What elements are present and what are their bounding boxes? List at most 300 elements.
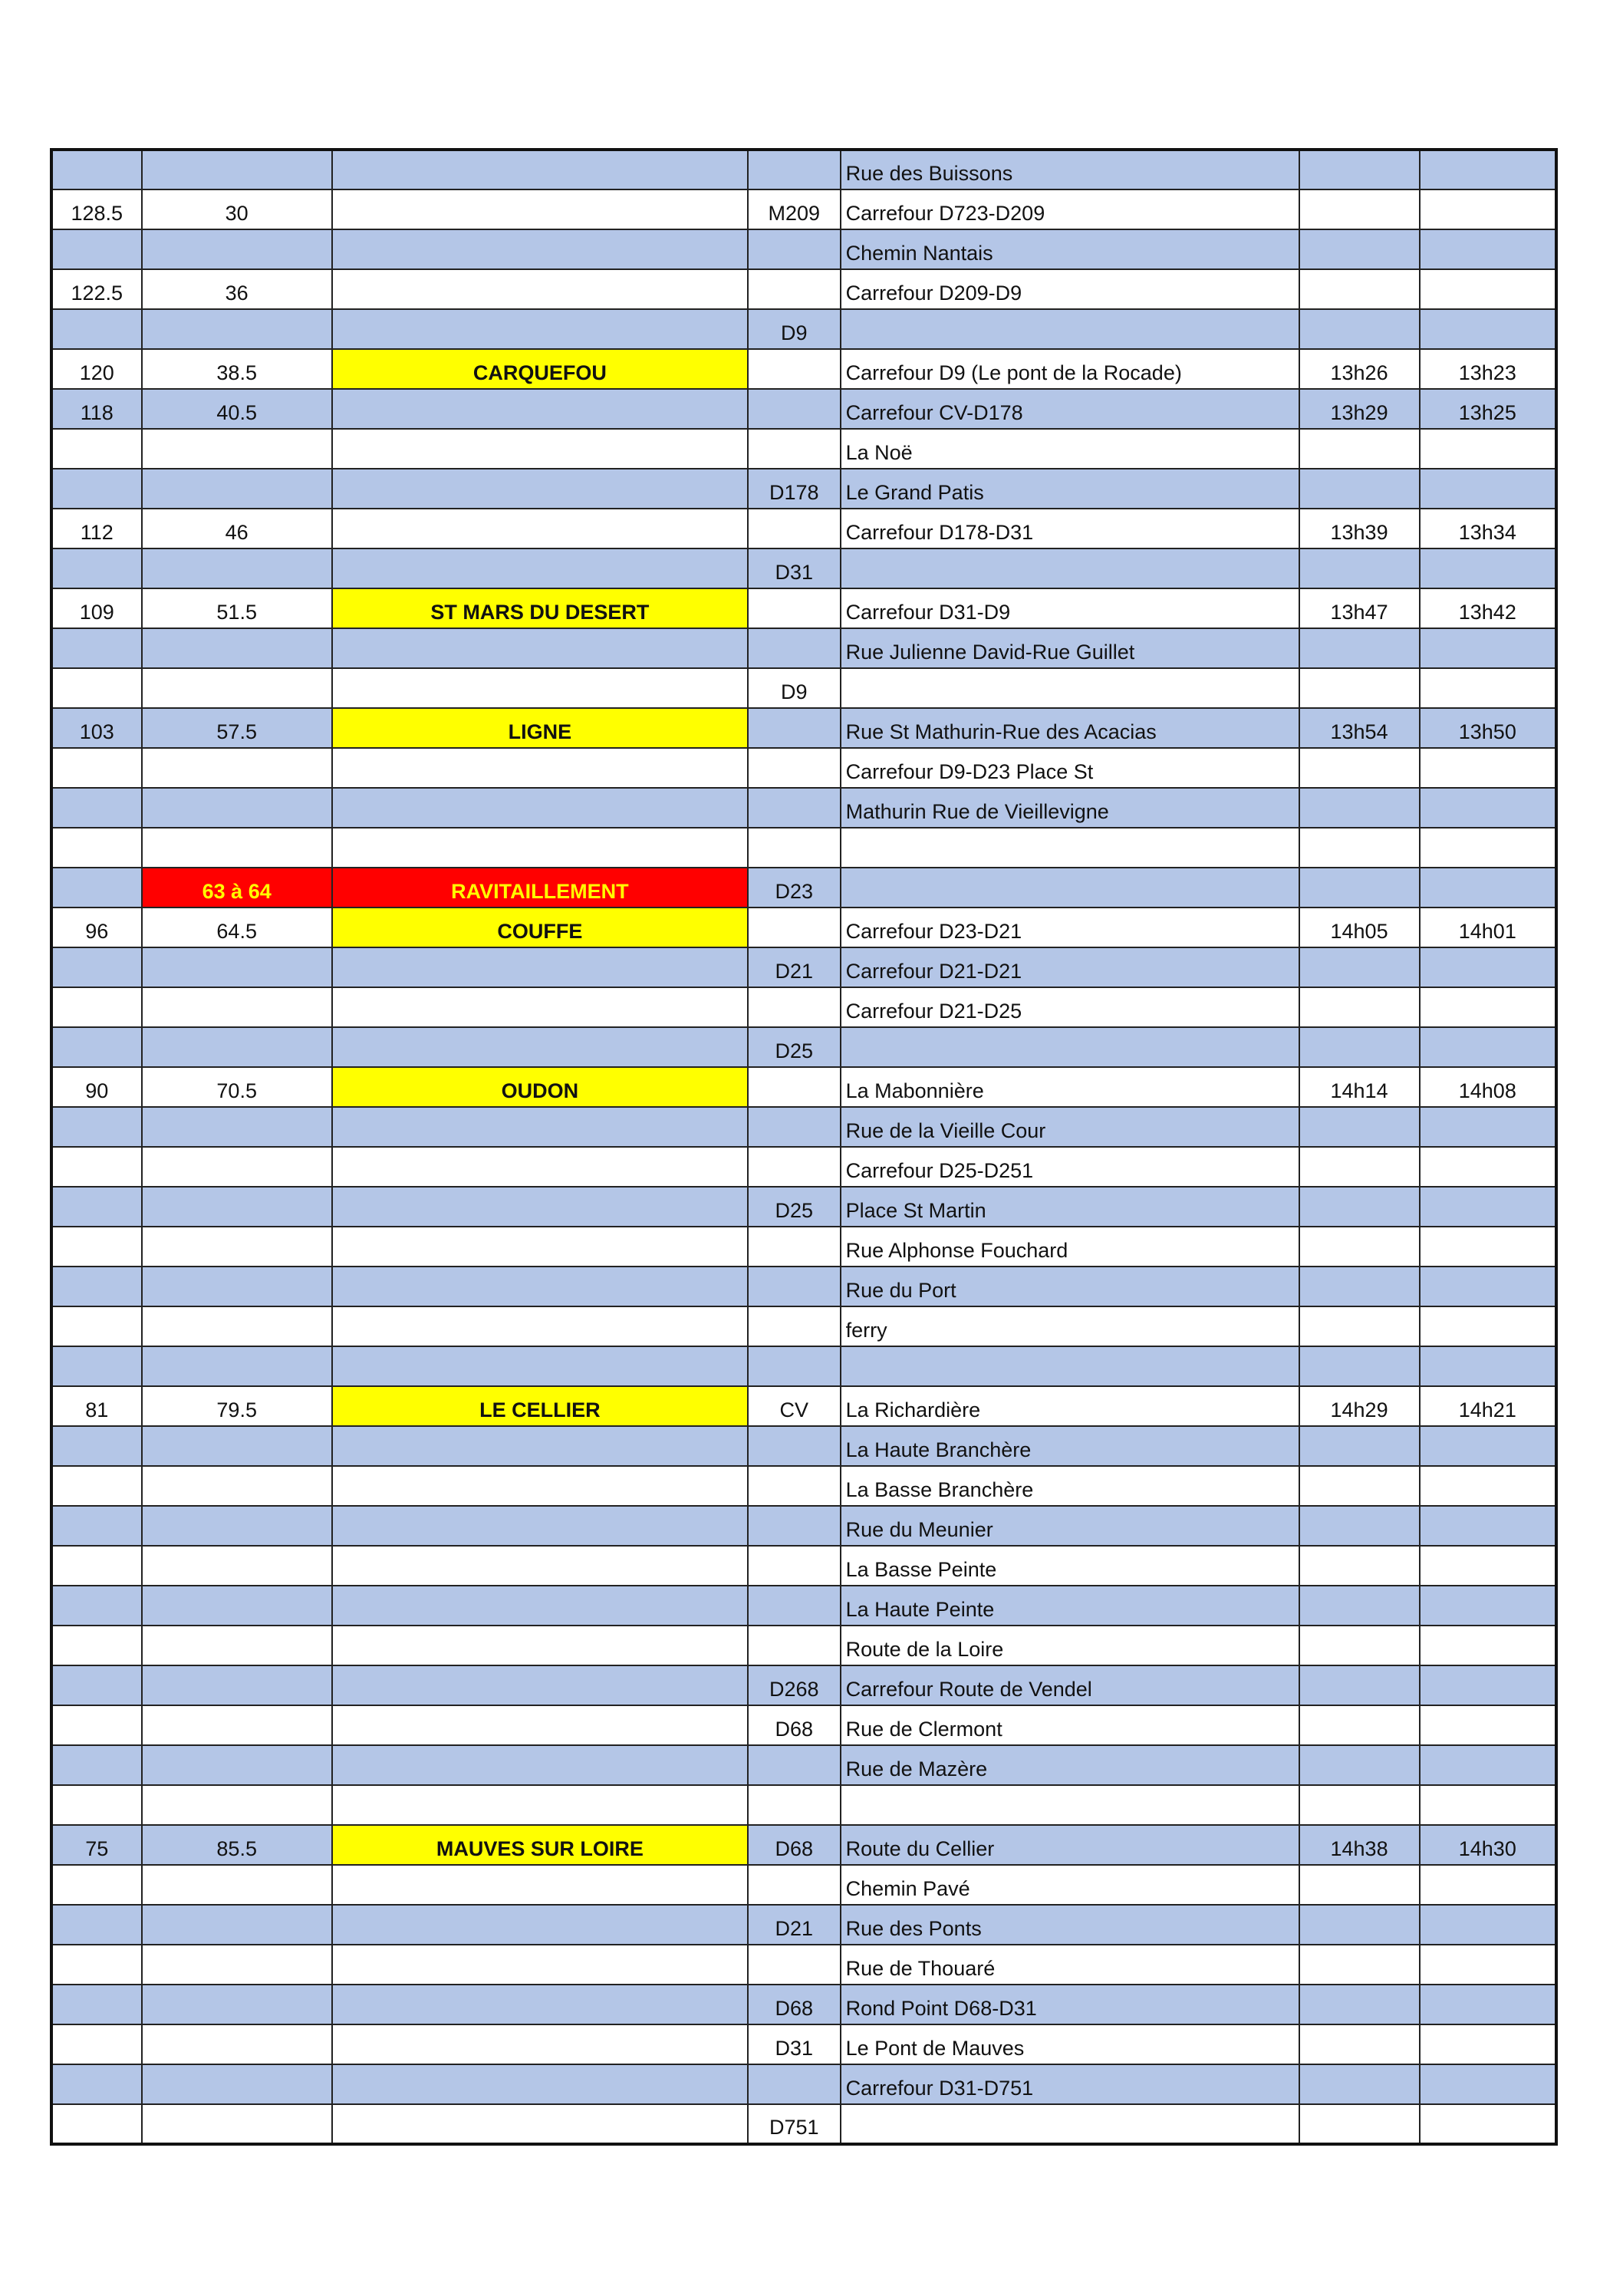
time-slow-text: 13h42 xyxy=(1458,601,1516,624)
km-cell xyxy=(142,349,332,389)
km-remaining-cell xyxy=(51,1346,142,1386)
town-cell xyxy=(332,947,748,987)
road-text: D31 xyxy=(775,2037,814,2060)
time-fast-cell xyxy=(1299,1745,1420,1785)
time-slow-cell xyxy=(1420,1945,1556,1985)
route-table-body xyxy=(51,150,1556,2144)
time-slow-cell xyxy=(1420,1107,1556,1147)
town-cell xyxy=(332,1825,748,1865)
street-cell xyxy=(841,868,1299,908)
time-fast-cell xyxy=(1299,668,1420,708)
table-row xyxy=(51,229,1556,269)
time-slow-cell xyxy=(1420,1586,1556,1626)
road-text: D268 xyxy=(769,1678,819,1701)
road-cell xyxy=(748,189,841,229)
street-cell xyxy=(841,1306,1299,1346)
table-row xyxy=(51,1785,1556,1825)
street-cell xyxy=(841,1985,1299,2024)
time-slow-cell xyxy=(1420,509,1556,548)
street-text: Carrefour D9-D23 Place St xyxy=(845,760,1094,783)
road-cell xyxy=(748,828,841,868)
time-fast-cell xyxy=(1299,1546,1420,1586)
road-cell xyxy=(748,469,841,509)
table-row xyxy=(51,349,1556,389)
km-remaining-cell xyxy=(51,1665,142,1705)
km-text: 36 xyxy=(225,282,249,305)
time-slow-cell xyxy=(1420,828,1556,868)
time-fast-cell xyxy=(1299,229,1420,269)
road-cell xyxy=(748,668,841,708)
street-text: Carrefour D9 (Le pont de la Rocade) xyxy=(845,361,1182,384)
time-slow-cell xyxy=(1420,2024,1556,2064)
time-slow-text: 14h01 xyxy=(1458,920,1516,943)
km-cell xyxy=(142,1346,332,1386)
km-cell xyxy=(142,1785,332,1825)
km-cell xyxy=(142,908,332,947)
km-remaining-cell xyxy=(51,1107,142,1147)
km-remaining-cell xyxy=(51,947,142,987)
town-cell xyxy=(332,1665,748,1705)
road-cell xyxy=(748,1865,841,1905)
road-cell xyxy=(748,947,841,987)
km-remaining-text: 109 xyxy=(79,601,114,624)
street-text: Rue Julienne David-Rue Guillet xyxy=(845,641,1135,664)
road-cell xyxy=(748,1306,841,1346)
km-remaining-cell xyxy=(51,708,142,748)
km-cell xyxy=(142,828,332,868)
road-text: D23 xyxy=(775,880,814,903)
street-cell xyxy=(841,748,1299,788)
table-row xyxy=(51,2104,1556,2144)
time-slow-cell xyxy=(1420,1227,1556,1267)
town-cell xyxy=(332,2064,748,2104)
time-fast-cell xyxy=(1299,469,1420,509)
street-text: Rue de Thouaré xyxy=(845,1957,996,1980)
table-row xyxy=(51,1346,1556,1386)
km-remaining-cell xyxy=(51,349,142,389)
town-text: COUFFE xyxy=(497,920,583,943)
town-cell xyxy=(332,1147,748,1187)
town-cell xyxy=(332,1067,748,1107)
road-cell xyxy=(748,1586,841,1626)
time-fast-cell xyxy=(1299,868,1420,908)
table-row xyxy=(51,1586,1556,1626)
street-cell xyxy=(841,1546,1299,1586)
road-cell xyxy=(748,1267,841,1306)
km-cell xyxy=(142,987,332,1027)
time-slow-cell xyxy=(1420,429,1556,469)
table-row xyxy=(51,429,1556,469)
km-cell xyxy=(142,1985,332,2024)
time-slow-cell xyxy=(1420,1785,1556,1825)
time-slow-cell xyxy=(1420,1905,1556,1945)
time-fast-text: 13h54 xyxy=(1330,720,1388,743)
km-text: 57.5 xyxy=(216,720,257,743)
street-text: Le Pont de Mauves xyxy=(845,2037,1025,2060)
km-cell xyxy=(142,1945,332,1985)
street-text: Rue du Meunier xyxy=(845,1518,993,1541)
road-text: D751 xyxy=(769,2116,819,2139)
town-cell xyxy=(332,389,748,429)
time-fast-text: 14h05 xyxy=(1330,920,1388,943)
km-text: 46 xyxy=(225,521,249,544)
km-text: 79.5 xyxy=(216,1398,257,1421)
street-cell xyxy=(841,269,1299,309)
time-fast-cell xyxy=(1299,1785,1420,1825)
table-row xyxy=(51,1107,1556,1147)
km-cell xyxy=(142,429,332,469)
street-text: Carrefour D31-D751 xyxy=(845,2077,1034,2100)
table-row xyxy=(51,1665,1556,1705)
table-row xyxy=(51,1985,1556,2024)
time-fast-text: 13h47 xyxy=(1330,601,1388,624)
time-slow-cell xyxy=(1420,389,1556,429)
table-row xyxy=(51,509,1556,548)
road-cell xyxy=(748,509,841,548)
time-slow-cell xyxy=(1420,748,1556,788)
time-slow-cell xyxy=(1420,229,1556,269)
km-cell xyxy=(142,189,332,229)
km-remaining-cell xyxy=(51,1745,142,1785)
street-cell xyxy=(841,788,1299,828)
km-remaining-cell xyxy=(51,628,142,668)
time-slow-cell xyxy=(1420,987,1556,1027)
street-text: Le Grand Patis xyxy=(845,481,984,504)
road-cell xyxy=(748,2064,841,2104)
time-fast-cell xyxy=(1299,1426,1420,1466)
town-cell xyxy=(332,2104,748,2144)
street-text: ferry xyxy=(845,1319,887,1342)
road-cell xyxy=(748,788,841,828)
time-fast-cell xyxy=(1299,389,1420,429)
street-cell xyxy=(841,987,1299,1027)
km-cell xyxy=(142,1705,332,1745)
road-cell xyxy=(748,1985,841,2024)
street-cell xyxy=(841,1267,1299,1306)
km-remaining-cell xyxy=(51,668,142,708)
km-cell xyxy=(142,1586,332,1626)
time-slow-cell xyxy=(1420,1147,1556,1187)
km-cell xyxy=(142,588,332,628)
street-text: Route du Cellier xyxy=(845,1837,995,1860)
table-row xyxy=(51,828,1556,868)
time-slow-cell xyxy=(1420,150,1556,189)
road-cell xyxy=(748,1067,841,1107)
time-fast-text: 13h39 xyxy=(1330,521,1388,544)
street-cell xyxy=(841,429,1299,469)
km-remaining-cell xyxy=(51,1147,142,1187)
time-slow-cell xyxy=(1420,1705,1556,1745)
time-fast-cell xyxy=(1299,1346,1420,1386)
street-text: Mathurin Rue de Vieillevigne xyxy=(845,800,1109,823)
time-slow-cell xyxy=(1420,2064,1556,2104)
street-cell xyxy=(841,1626,1299,1665)
table-row xyxy=(51,309,1556,349)
road-cell xyxy=(748,1107,841,1147)
street-cell xyxy=(841,1147,1299,1187)
time-fast-cell xyxy=(1299,828,1420,868)
street-cell xyxy=(841,1945,1299,1985)
street-cell xyxy=(841,628,1299,668)
road-cell xyxy=(748,1665,841,1705)
town-cell xyxy=(332,987,748,1027)
km-cell xyxy=(142,1267,332,1306)
time-fast-cell xyxy=(1299,908,1420,947)
km-cell xyxy=(142,229,332,269)
km-text: 85.5 xyxy=(216,1837,257,1860)
km-cell xyxy=(142,1147,332,1187)
town-text: OUDON xyxy=(501,1079,579,1102)
road-cell xyxy=(748,2024,841,2064)
time-slow-cell xyxy=(1420,1665,1556,1705)
street-text: Route de la Loire xyxy=(845,1638,1004,1661)
time-fast-cell xyxy=(1299,1905,1420,1945)
time-fast-text: 14h29 xyxy=(1330,1398,1388,1421)
table-row xyxy=(51,788,1556,828)
time-fast-cell xyxy=(1299,1466,1420,1506)
time-slow-cell xyxy=(1420,1426,1556,1466)
km-cell xyxy=(142,1187,332,1227)
km-remaining-cell xyxy=(51,987,142,1027)
time-fast-cell xyxy=(1299,1626,1420,1665)
time-slow-cell xyxy=(1420,1506,1556,1546)
road-cell xyxy=(748,987,841,1027)
time-fast-cell xyxy=(1299,1825,1420,1865)
town-cell xyxy=(332,1267,748,1306)
km-cell xyxy=(142,509,332,548)
km-text: 63 à 64 xyxy=(202,880,272,903)
road-cell xyxy=(748,1386,841,1426)
road-cell xyxy=(748,1825,841,1865)
street-cell xyxy=(841,668,1299,708)
time-fast-cell xyxy=(1299,1865,1420,1905)
table-row xyxy=(51,1027,1556,1067)
time-fast-cell xyxy=(1299,189,1420,229)
time-fast-cell xyxy=(1299,2104,1420,2144)
km-remaining-cell xyxy=(51,1227,142,1267)
time-slow-cell xyxy=(1420,788,1556,828)
town-cell xyxy=(332,1945,748,1985)
km-remaining-cell xyxy=(51,588,142,628)
street-cell xyxy=(841,1865,1299,1905)
road-cell xyxy=(748,2104,841,2144)
road-cell xyxy=(748,229,841,269)
time-fast-cell xyxy=(1299,1187,1420,1227)
km-remaining-text: 81 xyxy=(85,1398,109,1421)
km-cell xyxy=(142,748,332,788)
road-cell xyxy=(748,1346,841,1386)
time-slow-cell xyxy=(1420,708,1556,748)
street-cell xyxy=(841,1785,1299,1825)
km-remaining-cell xyxy=(51,2064,142,2104)
town-cell xyxy=(332,748,748,788)
time-slow-text: 13h50 xyxy=(1458,720,1516,743)
km-cell xyxy=(142,1546,332,1586)
time-slow-cell xyxy=(1420,1027,1556,1067)
road-cell xyxy=(748,1147,841,1187)
km-remaining-text: 120 xyxy=(79,361,114,384)
time-slow-text: 14h30 xyxy=(1458,1837,1516,1860)
street-text: La Noë xyxy=(845,441,913,464)
time-fast-cell xyxy=(1299,509,1420,548)
km-cell xyxy=(142,1107,332,1147)
street-cell xyxy=(841,1346,1299,1386)
km-cell xyxy=(142,1386,332,1426)
street-cell xyxy=(841,1067,1299,1107)
street-cell xyxy=(841,1705,1299,1745)
time-fast-text: 14h38 xyxy=(1330,1837,1388,1860)
street-text: Chemin Pavé xyxy=(845,1877,970,1900)
road-text: D21 xyxy=(775,1917,814,1940)
time-fast-cell xyxy=(1299,1985,1420,2024)
km-cell xyxy=(142,1067,332,1107)
town-cell xyxy=(332,1227,748,1267)
time-slow-cell xyxy=(1420,1825,1556,1865)
road-text: D68 xyxy=(775,1837,814,1860)
town-text: ST MARS DU DESERT xyxy=(430,601,650,624)
town-cell xyxy=(332,868,748,908)
street-text: Rue de Clermont xyxy=(845,1718,1002,1741)
km-cell xyxy=(142,1027,332,1067)
table-row xyxy=(51,1227,1556,1267)
time-fast-cell xyxy=(1299,349,1420,389)
time-slow-cell xyxy=(1420,548,1556,588)
town-cell xyxy=(332,1107,748,1147)
time-fast-cell xyxy=(1299,1506,1420,1546)
km-cell xyxy=(142,1825,332,1865)
table-row xyxy=(51,150,1556,189)
km-cell xyxy=(142,1905,332,1945)
time-slow-text: 13h23 xyxy=(1458,361,1516,384)
table-row xyxy=(51,189,1556,229)
street-cell xyxy=(841,150,1299,189)
town-cell xyxy=(332,788,748,828)
road-text: D9 xyxy=(781,680,808,703)
town-cell xyxy=(332,150,748,189)
km-cell xyxy=(142,668,332,708)
street-cell xyxy=(841,1227,1299,1267)
street-cell xyxy=(841,908,1299,947)
time-slow-cell xyxy=(1420,469,1556,509)
street-cell xyxy=(841,2064,1299,2104)
town-cell xyxy=(332,189,748,229)
road-cell xyxy=(748,1546,841,1586)
time-fast-cell xyxy=(1299,1586,1420,1626)
km-text: 38.5 xyxy=(216,361,257,384)
street-text: Place St Martin xyxy=(845,1199,986,1222)
km-remaining-cell xyxy=(51,1466,142,1506)
km-cell xyxy=(142,868,332,908)
street-cell xyxy=(841,2104,1299,2144)
street-text: La Richardière xyxy=(845,1398,981,1421)
time-fast-cell xyxy=(1299,548,1420,588)
town-cell xyxy=(332,269,748,309)
km-remaining-cell xyxy=(51,229,142,269)
street-text: Rond Point D68-D31 xyxy=(845,1997,1037,2020)
time-slow-cell xyxy=(1420,1745,1556,1785)
street-cell xyxy=(841,1027,1299,1067)
time-slow-text: 13h25 xyxy=(1458,401,1516,424)
road-cell xyxy=(748,1426,841,1466)
road-cell xyxy=(748,150,841,189)
km-remaining-cell xyxy=(51,150,142,189)
km-remaining-cell xyxy=(51,1785,142,1825)
time-fast-cell xyxy=(1299,947,1420,987)
street-cell xyxy=(841,947,1299,987)
time-slow-text: 13h34 xyxy=(1458,521,1516,544)
km-remaining-text: 122.5 xyxy=(71,282,123,305)
street-cell xyxy=(841,1466,1299,1506)
time-fast-cell xyxy=(1299,150,1420,189)
road-cell xyxy=(748,748,841,788)
table-row xyxy=(51,548,1556,588)
town-cell xyxy=(332,1506,748,1546)
km-remaining-cell xyxy=(51,1705,142,1745)
town-cell xyxy=(332,1785,748,1825)
street-text: Rue de Mazère xyxy=(845,1757,988,1780)
road-text: D68 xyxy=(775,1997,814,2020)
time-fast-cell xyxy=(1299,309,1420,349)
road-cell xyxy=(748,868,841,908)
km-remaining-cell xyxy=(51,1626,142,1665)
town-cell xyxy=(332,1865,748,1905)
road-cell xyxy=(748,1705,841,1745)
time-slow-cell xyxy=(1420,269,1556,309)
km-remaining-cell xyxy=(51,748,142,788)
table-row xyxy=(51,1426,1556,1466)
street-text: Carrefour D723-D209 xyxy=(845,202,1045,225)
km-cell xyxy=(142,269,332,309)
street-cell xyxy=(841,548,1299,588)
town-cell xyxy=(332,509,748,548)
time-slow-cell xyxy=(1420,1985,1556,2024)
time-fast-cell xyxy=(1299,1227,1420,1267)
street-text: La Haute Peinte xyxy=(845,1598,995,1621)
table-row xyxy=(51,1705,1556,1745)
time-slow-text: 14h21 xyxy=(1458,1398,1516,1421)
street-text: Carrefour Route de Vendel xyxy=(845,1678,1092,1701)
street-text: Rue des Ponts xyxy=(845,1917,982,1940)
road-text: D9 xyxy=(781,321,808,344)
road-text: M209 xyxy=(768,202,821,225)
town-cell xyxy=(332,229,748,269)
time-fast-cell xyxy=(1299,1386,1420,1426)
time-slow-cell xyxy=(1420,1187,1556,1227)
km-remaining-cell xyxy=(51,1027,142,1067)
road-cell xyxy=(748,269,841,309)
table-row xyxy=(51,469,1556,509)
km-cell xyxy=(142,2104,332,2144)
town-cell xyxy=(332,469,748,509)
time-slow-cell xyxy=(1420,1306,1556,1346)
time-slow-cell xyxy=(1420,1865,1556,1905)
table-row xyxy=(51,588,1556,628)
table-row xyxy=(51,1945,1556,1985)
km-text: 70.5 xyxy=(216,1079,257,1102)
km-remaining-cell xyxy=(51,309,142,349)
time-fast-cell xyxy=(1299,987,1420,1027)
time-slow-cell xyxy=(1420,628,1556,668)
town-cell xyxy=(332,2024,748,2064)
km-cell xyxy=(142,1426,332,1466)
table-row xyxy=(51,987,1556,1027)
time-fast-cell xyxy=(1299,628,1420,668)
road-cell xyxy=(748,1506,841,1546)
time-fast-cell xyxy=(1299,269,1420,309)
table-row xyxy=(51,1825,1556,1865)
km-cell xyxy=(142,2024,332,2064)
town-text: RAVITAILLEMENT xyxy=(451,880,629,903)
